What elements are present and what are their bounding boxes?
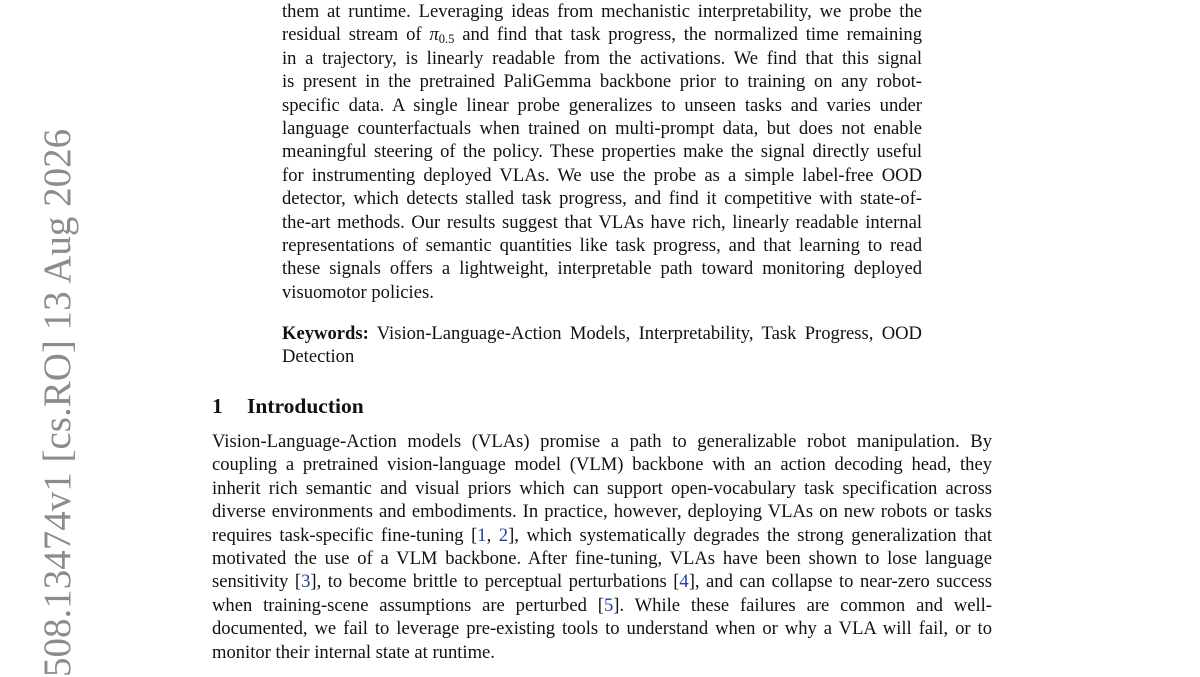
abstract-line: representations of semantic quantities like task progress, and that learning to read [282, 234, 922, 256]
arxiv-identifier: 508.13474v1 [cs.RO] 13 Aug 2026 [36, 128, 79, 677]
abstract-line: is present in the pretrained PaliGemma backbone prior to training on any robot- [282, 71, 922, 93]
paragraph-line: coupling a pretrained vision-language model (VLM) backbone with an action decoding head, they [212, 454, 992, 476]
keywords-line [282, 322, 922, 345]
abstract-line: for instrumenting deployed VLAs. We use the probe as a simple label-free OOD [282, 164, 922, 186]
paragraph-line: inherit rich semantic and visual priors which can support open-vocabulary task specification across [212, 477, 992, 499]
paragraph-text: requires task-specific fine-tuning [ [212, 524, 478, 546]
section-title: Introduction [247, 394, 364, 418]
paragraph-line [212, 594, 992, 617]
citation-link[interactable]: 5 [603, 594, 614, 616]
paragraph-text: ]. While these failures are common and well- [613, 594, 992, 616]
abstract-line: these signals offers a lightweight, interpretable path toward monitoring deployed [282, 258, 922, 280]
section-number: 1 [212, 394, 223, 418]
citation-link[interactable]: 3 [301, 571, 311, 593]
paragraph-text: , [486, 524, 499, 546]
paragraph-line: motivated the use of a VLM backbone. After fine-tuning, VLAs have been shown to lose language [212, 547, 992, 569]
paragraph-text: ], and can collapse to near-zero success [688, 571, 992, 593]
abstract-line: meaningful steering of the policy. These properties make the signal directly useful [282, 141, 922, 163]
abstract-text: and find that task progress, the normalized time remaining [454, 24, 922, 46]
citation-link[interactable]: 2 [498, 524, 509, 546]
citation-link[interactable]: 1 [477, 524, 487, 546]
paragraph-line: Vision-Language-Action models (VLAs) promise a path to generalizable robot manipulation. By [212, 431, 992, 452]
paragraph-line: diverse environments and embodiments. In practice, however, deploying VLAs on new robots or tasks [212, 501, 992, 523]
keywords-line: Detection [282, 346, 355, 368]
pi-symbol [429, 24, 454, 45]
pi-subscript: 0.5 [438, 32, 455, 47]
introduction-section [212, 392, 992, 664]
keywords-label: Keywords: [282, 323, 369, 345]
abstract-line: in a trajectory, is linearly readable from the activations. We find that this signal [282, 47, 922, 69]
paragraph-line [212, 524, 992, 547]
abstract-line: visuomotor policies. [282, 281, 434, 303]
abstract-text: residual stream of [282, 24, 430, 46]
abstract-line: them at runtime. Leveraging ideas from mechanistic interpretability, we probe the [282, 1, 922, 22]
paragraph-line: monitor their internal state at runtime. [212, 641, 495, 663]
abstract-line: language counterfactuals when trained on multi-prompt data, but does not enable [282, 117, 922, 139]
paragraph-line [212, 570, 992, 593]
keywords-block [282, 322, 922, 369]
keywords-list: Vision-Language-Action Models, Interpretability, Task Progress, OOD [368, 323, 922, 345]
citation-link[interactable]: 4 [679, 571, 689, 593]
section-heading [212, 392, 992, 420]
pi-letter: π [429, 24, 439, 46]
paragraph-line: documented, we fail to leverage pre-existing tools to understand when or why a VLA will fail, or to [212, 618, 992, 640]
abstract-line: the-art methods. Our results suggest that VLAs have rich, linearly readable internal [282, 211, 922, 233]
abstract-line: detector, which detects stalled task progress, and find it competitive with state-of- [282, 188, 922, 210]
paragraph-text: ], which systematically degrades the strong generalization that [508, 524, 993, 546]
paragraph-text: sensitivity [ [212, 571, 302, 593]
abstract-line [282, 23, 922, 46]
paragraph-text: ], to become brittle to perceptual perturbations [ [310, 571, 680, 593]
abstract-line: specific data. A single linear probe generalizes to unseen tasks and varies under [282, 94, 922, 116]
abstract-body [282, 0, 922, 369]
paragraph-text: when training-scene assumptions are perturbed [ [212, 594, 604, 616]
